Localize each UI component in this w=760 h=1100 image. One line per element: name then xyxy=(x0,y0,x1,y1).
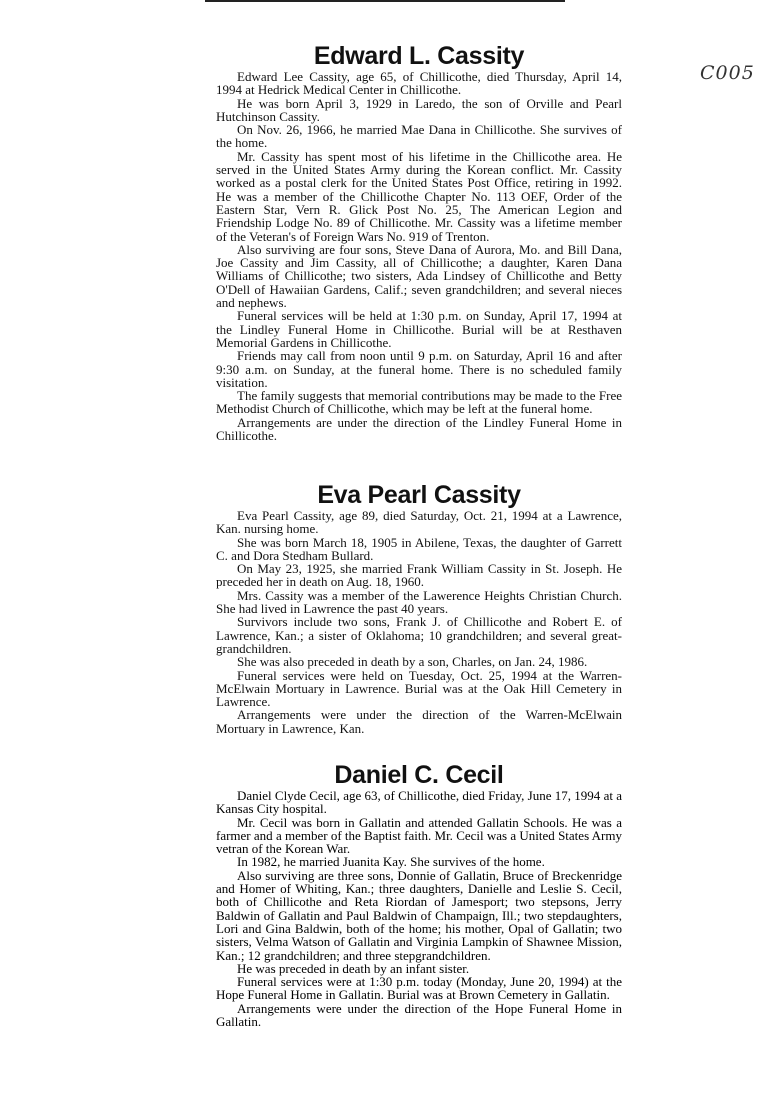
obituary-paragraph: Edward Lee Cassity, age 65, of Chillicothe, died Thursday, April 14, 1994 at Hedrick Medical Center in Chillicothe. xyxy=(216,69,622,98)
obituary-paragraph: He was born April 3, 1929 in Laredo, the son of Orville and Pearl Hutchinson Cassity. xyxy=(216,95,622,124)
obituary-paragraph: Mr. Cecil was born in Gallatin and attended Gallatin Schools. He was a farmer and a member of the Baptist faith. Mr. Cecil was a United States Army vetran of the Korean War. xyxy=(216,814,622,857)
obituary-title: Daniel C. Cecil xyxy=(334,761,504,789)
obituary-paragraph: Mr. Cassity has spent most of his lifetime in the Chillicothe area. He served in the United States Army during the Korean conflict. Mr. Cassity worked as a postal clerk for the United States Post Office, retiring in 1992. He was a member of the Chillicothe Chapter No. 113 OEF, Order of the Eastern Star, Vern R. Glick Post No. 25, The American Legion and Friendship Lodge No. 89 of Chillicothe. Mr. Cassity was a lifetime member of the Veteran's of Foreign Wars No. 919 of Trenton. xyxy=(216,148,622,244)
obituary-paragraph: Arrangements are under the direction of the Lindley Funeral Home in Chillicothe. xyxy=(216,414,622,444)
obituary-paragraph: She was also preceded in death by a son, Charles, on Jan. 24, 1986. xyxy=(237,654,588,670)
obituary-paragraph: Survivors include two sons, Frank J. of Chillicothe and Robert E. of Lawrence, Kan.; a sister of Oklahoma; 10 grandchildren; and several great-grandchildren. xyxy=(216,614,622,656)
obituary-title: Eva Pearl Cassity xyxy=(317,481,521,509)
obituary-paragraph: Mrs. Cassity was a member of the Lawerence Heights Christian Church. She had lived in Lawrence the past 40 years. xyxy=(216,587,622,617)
obituary-eva-cassity xyxy=(216,481,622,735)
obituary-paragraph: Eva Pearl Cassity, age 89, died Saturday, Oct. 21, 1994 at a Lawrence, Kan. nursing home. xyxy=(216,508,622,537)
obituary-paragraph: Friends may call from noon until 9 p.m. on Saturday, April 16 and after 9:30 a.m. on Sunday, at the funeral home. There is no scheduled family visitation. xyxy=(216,348,622,390)
obituary-paragraph: Funeral services were held on Tuesday, Oct. 25, 1994 at the Warren-McElwain Mortuary in Lawrence. Burial was at the Oak Hill Cemetery in Lawrence. xyxy=(216,667,622,710)
obituary-paragraph: Arrangements were under the direction of the Hope Funeral Home in Gallatin. xyxy=(216,1000,622,1030)
obituary-paragraph: Also surviving are three sons, Donnie of Gallatin, Bruce of Breckenridge and Homer of Whiting, Kan.; three daughters, Danielle and Leslie S. Cecil, both of Chillicothe and Reta Riordan of Jamesport; two stepsons, Jerry Baldwin of Gallatin and Paul Baldwin of Champaign, Ill.; two stepdaughters, Lori and Gina Baldwin, both of the home; his mother, Opal of Gallatin; two sisters, Velma Watson of Gallatin and Virginia Lampkin of Shawnee Mission, Kan.; 12 grandchildren; and three stepgrandchildren. xyxy=(216,867,622,963)
obituary-paragraph: Also surviving are four sons, Steve Dana of Aurora, Mo. and Bill Dana, Joe Cassity and Jim Cassity, all of Chillicothe; a daughter, Karen Dana Williams of Chillicothe; two sisters, Ada Lindsey of Chillicothe and Betty O'Dell of Hawaiian Gardens, Calif.; seven grandchildren; and several nieces and nephews. xyxy=(216,241,622,311)
obituary-paragraph: On Nov. 26, 1966, he married Mae Dana in Chillicothe. She survives of the home. xyxy=(216,122,622,151)
scan-top-border xyxy=(205,0,565,2)
obituary-paragraph: Funeral services were at 1:30 p.m. today (Monday, June 20, 1994) at the Hope Funeral Home in Gallatin. Burial was at Brown Cemetery in Gallatin. xyxy=(216,974,622,1003)
obituary-paragraph: He was preceded in death by an infant sister. xyxy=(237,960,470,976)
obituary-daniel-cecil xyxy=(216,761,622,1028)
obituary-paragraph: Arrangements were under the direction of the Warren-McElwain Mortuary in Lawrence, Kan. xyxy=(216,707,622,736)
obituary-paragraph: On May 23, 1925, she married Frank William Cassity in St. Joseph. He preceded her in death on Aug. 18, 1960. xyxy=(216,561,622,590)
obituary-edward-cassity xyxy=(216,42,622,442)
obituary-paragraph: In 1982, he married Juanita Kay. She survives of the home. xyxy=(237,854,545,870)
obituary-paragraph: The family suggests that memorial contributions may be made to the Free Methodist Church of Chillicothe, which may be left at the funeral home. xyxy=(216,388,622,417)
obituary-title: Edward L. Cassity xyxy=(313,42,525,70)
obituary-paragraph: Daniel Clyde Cecil, age 63, of Chillicothe, died Friday, June 17, 1994 at a Kansas City hospital. xyxy=(216,788,622,817)
obituary-paragraph: She was born March 18, 1905 in Abilene, Texas, the daughter of Garrett C. and Dora Stedham Bullard. xyxy=(216,534,622,563)
handwritten-note: C005 xyxy=(700,62,755,84)
obituary-paragraph: Funeral services will be held at 1:30 p.m. on Sunday, April 17, 1994 at the Lindley Funeral Home in Chillicothe. Burial will be at Resthaven Memorial Gardens in Chillicothe. xyxy=(216,308,622,350)
